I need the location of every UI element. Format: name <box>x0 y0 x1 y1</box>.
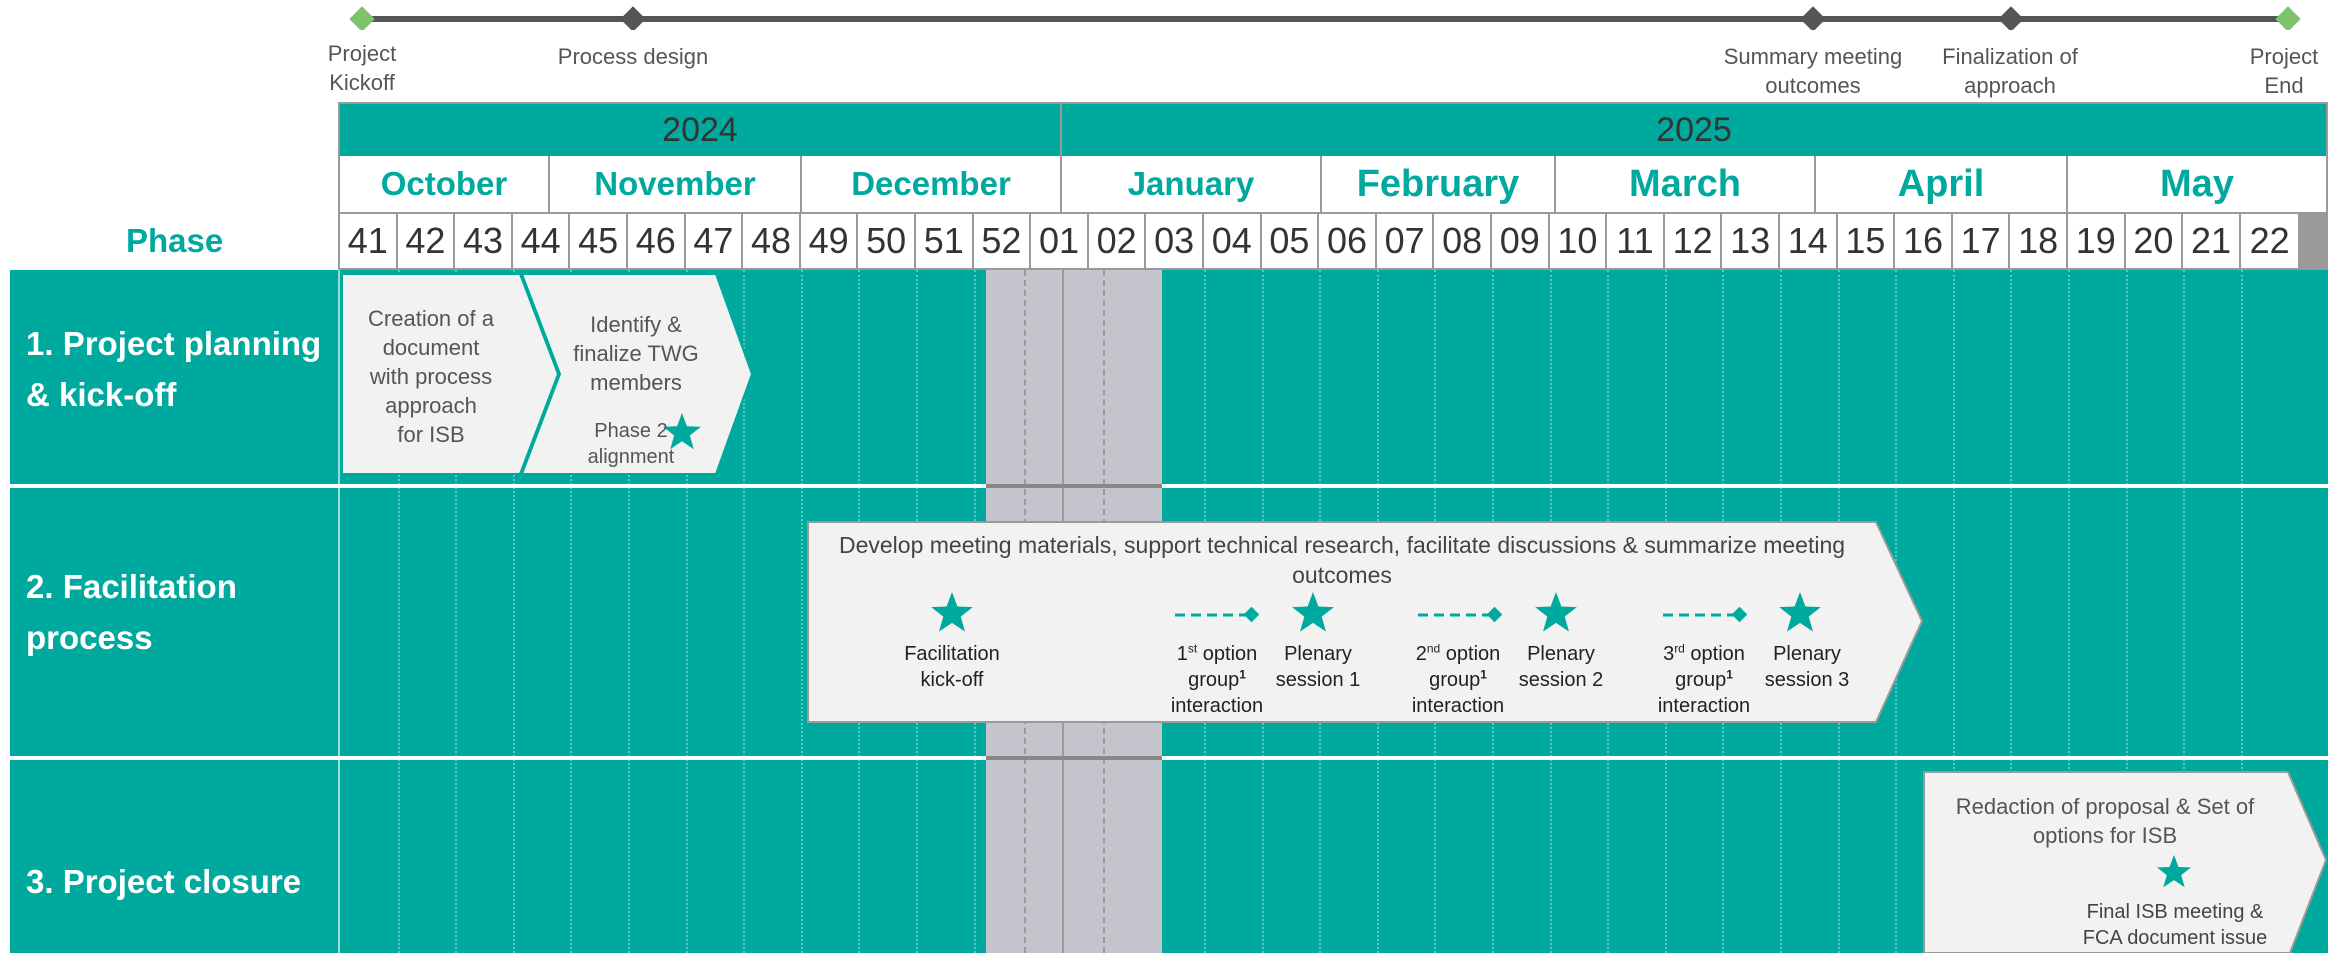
milestone-label-project-kickoff: Project Kickoff <box>327 41 397 95</box>
week-cell: 41 <box>340 214 398 268</box>
facilitation-title: Develop meeting materials, support technical research, facilitate discussions & summarize meeting outcomes <box>838 532 1846 589</box>
year-2024: 2024 <box>340 104 1060 156</box>
phase-label-2: 2. Facilitation process <box>26 568 237 657</box>
week-cell: 19 <box>2068 214 2126 268</box>
week-cell: 06 <box>1319 214 1377 268</box>
week-cell: 49 <box>801 214 859 268</box>
month-march: March <box>1556 156 1816 212</box>
week-cell: 07 <box>1377 214 1435 268</box>
month-january: January <box>1062 156 1322 212</box>
week-cell: 47 <box>686 214 744 268</box>
month-february: February <box>1322 156 1556 212</box>
week-cell: 17 <box>1953 214 2011 268</box>
week-cell: 01 <box>1031 214 1089 268</box>
phase-label-3: 3. Project closure <box>26 863 302 900</box>
week-cell: 11 <box>1607 214 1665 268</box>
week-cell: 21 <box>2183 214 2241 268</box>
week-cell: 22 <box>2241 214 2299 268</box>
week-cell: 15 <box>1838 214 1896 268</box>
box-identify-twg-text: Identify & finalize TWG members <box>573 312 699 396</box>
project-closure-title: Redaction of proposal & Set of options for ISB <box>1955 794 2255 849</box>
week-cell: 20 <box>2126 214 2184 268</box>
month-december: December <box>802 156 1062 212</box>
month-may: May <box>2068 156 2326 212</box>
phase-label-1: 1. Project planning & kick-off <box>26 325 322 414</box>
plenary-1-label: Plenary session 1 <box>1275 643 1361 691</box>
option-group-1-label: 1st option group$^1$ interaction <box>1170 641 1264 717</box>
phase2-alignment-text: Phase 2 alignment <box>587 420 675 469</box>
option-group-3-label: 3rd option group$^1$ interaction <box>1657 641 1751 717</box>
milestone-label-finalization: Finalization of approach <box>1942 44 2078 98</box>
week-cell: 51 <box>916 214 974 268</box>
plenary-3-label: Plenary session 3 <box>1764 643 1850 691</box>
week-cell: 45 <box>570 214 628 268</box>
week-cell: 52 <box>974 214 1032 268</box>
week-cell: 13 <box>1722 214 1780 268</box>
facilitation-kickoff-label: Facilitation kick-off <box>904 643 1000 691</box>
week-cell: 44 <box>513 214 571 268</box>
week-cell: 42 <box>398 214 456 268</box>
week-cell: 43 <box>455 214 513 268</box>
week-cell: 14 <box>1780 214 1838 268</box>
week-cell: 10 <box>1550 214 1608 268</box>
week-cell: 02 <box>1089 214 1147 268</box>
option-group-2-label: 2nd option group$^1$ interaction <box>1411 641 1505 717</box>
month-november: November <box>550 156 802 212</box>
month-april: April <box>1816 156 2068 212</box>
week-cell: 09 <box>1492 214 1550 268</box>
plenary-2-label: Plenary session 2 <box>1518 643 1604 691</box>
week-cell: 04 <box>1204 214 1262 268</box>
box-creation-document-text: Creation of a document with process approach for ISB <box>368 306 494 448</box>
phase-header: Phase <box>126 222 224 259</box>
month-october: October <box>340 156 550 212</box>
milestone-label-project-end: Project End <box>2249 44 2319 98</box>
week-cell: 16 <box>1895 214 1953 268</box>
week-cell: 05 <box>1262 214 1320 268</box>
week-cell: 46 <box>628 214 686 268</box>
week-cell: 08 <box>1434 214 1492 268</box>
milestone-label-process-design: Process design <box>557 44 709 69</box>
project-closure-sub: Final ISB meeting & FCA document issue <box>2082 901 2268 949</box>
week-cell: 50 <box>858 214 916 268</box>
year-2025: 2025 <box>1062 104 2326 156</box>
milestone-label-summary-meeting: Summary meeting outcomes <box>1723 44 1903 98</box>
week-cell: 18 <box>2010 214 2068 268</box>
week-cell: 12 <box>1665 214 1723 268</box>
week-cell: 48 <box>743 214 801 268</box>
week-cell: 03 <box>1146 214 1204 268</box>
